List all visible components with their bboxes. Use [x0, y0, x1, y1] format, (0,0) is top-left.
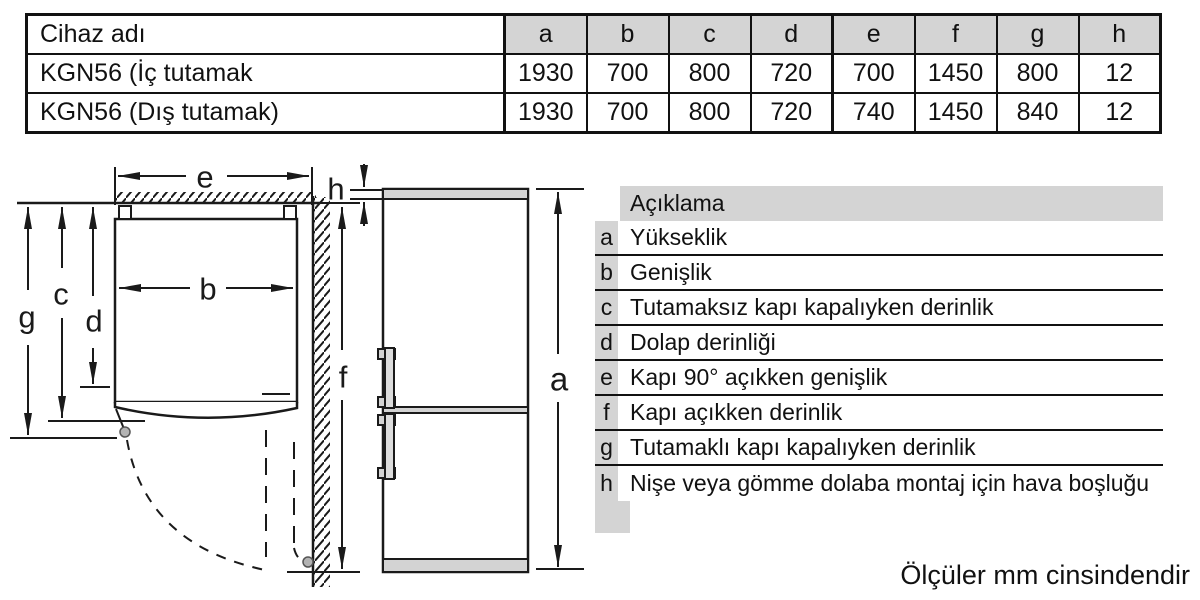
spec-table	[25, 13, 1162, 134]
legend-key: c	[595, 291, 618, 324]
dim-label-b: b	[199, 271, 217, 307]
spec-value-cell: 1930	[505, 54, 587, 93]
spec-col-header-h: h	[1079, 15, 1161, 55]
spec-col-header-c: c	[669, 15, 751, 55]
spec-row	[27, 54, 1161, 93]
door-handle-icon	[378, 348, 395, 408]
door-handle-icon	[378, 414, 395, 479]
spec-col-header-g: g	[997, 15, 1079, 55]
legend-row-b	[595, 256, 1163, 291]
legend-header: Açıklama	[620, 186, 1163, 221]
legend-description: Genişlik	[630, 259, 712, 285]
spec-header-row	[27, 15, 1161, 55]
spec-col-header-f: f	[915, 15, 997, 55]
legend-row-h	[595, 466, 1163, 501]
spec-value-cell: 700	[587, 54, 669, 93]
spec-value-cell: 800	[669, 54, 751, 93]
spec-row-label: KGN56 (İç tutamak	[27, 54, 505, 93]
dim-label-c: c	[53, 276, 69, 312]
spec-value-cell: 12	[1079, 93, 1161, 133]
spec-value-cell: 1450	[915, 93, 997, 133]
legend-row-g	[595, 431, 1163, 466]
dim-label-d: d	[85, 303, 103, 339]
legend-key: g	[595, 431, 618, 464]
legend-header-spacer	[595, 186, 618, 221]
legend-key: a	[595, 221, 618, 254]
spec-value-cell: 1930	[505, 93, 587, 133]
legend-description: Tutamaksız kapı kapalıyken derinlik	[630, 294, 994, 320]
spec-row-label: KGN56 (Dış tutamak)	[27, 93, 505, 133]
legend-description: Kapı 90° açıkken genişlik	[630, 364, 888, 390]
legend-key: f	[595, 396, 618, 429]
spec-col-header-e: e	[833, 15, 915, 55]
spec-value-cell: 840	[997, 93, 1079, 133]
spec-col-header-b: b	[587, 15, 669, 55]
spec-value-cell: 12	[1079, 54, 1161, 93]
dim-d	[80, 207, 110, 387]
spec-value-cell: 700	[587, 93, 669, 133]
spec-value-cell: 740	[833, 93, 915, 133]
spec-value-cell: 1450	[915, 54, 997, 93]
dim-label-a: a	[549, 360, 569, 398]
dim-label-f: f	[338, 359, 348, 395]
spec-value-cell: 720	[751, 93, 833, 133]
legend-key: e	[595, 361, 618, 394]
spec-col-header-d: d	[751, 15, 833, 55]
legend-description: Yükseklik	[630, 224, 728, 250]
legend-row-d	[595, 326, 1163, 361]
legend-row-f	[595, 396, 1163, 431]
legend-header-row	[595, 186, 1163, 221]
dim-label-e: e	[196, 159, 214, 195]
hinge-pivot-icon	[303, 557, 313, 567]
spec-name-header: Cihaz adı	[27, 15, 505, 55]
legend-description: Dolap derinliği	[630, 329, 776, 355]
door-swing-arc	[120, 427, 313, 571]
dim-label-g: g	[18, 299, 36, 335]
legend-row-e	[595, 361, 1163, 396]
spec-col-header-a: a	[505, 15, 587, 55]
dim-label-h: h	[327, 171, 345, 207]
legend-key: d	[595, 326, 618, 359]
legend-description: Kapı açıkken derinlik	[630, 399, 843, 425]
legend-key-column-filler	[595, 501, 630, 533]
spec-row	[27, 93, 1161, 133]
legend-description: Tutamaklı kapı kapalıyken derinlik	[630, 434, 976, 460]
units-note: Ölçüler mm cinsindendir	[900, 560, 1190, 590]
spec-value-cell: 720	[751, 54, 833, 93]
legend-key: h	[595, 466, 618, 501]
spec-value-cell: 800	[997, 54, 1079, 93]
legend-key: b	[595, 256, 618, 289]
spec-value-cell: 700	[833, 54, 915, 93]
legend-description: Nişe veya gömme dolaba montaj için hava boşluğu	[630, 470, 1150, 496]
dimension-diagram	[0, 150, 600, 600]
legend-row-c	[595, 291, 1163, 326]
legend-row-a	[595, 221, 1163, 256]
legend-table	[595, 186, 1163, 533]
fridge-top-view	[115, 206, 297, 429]
spec-value-cell: 800	[669, 93, 751, 133]
hinge-pivot-icon	[120, 427, 130, 437]
fridge-front-view	[378, 189, 528, 572]
